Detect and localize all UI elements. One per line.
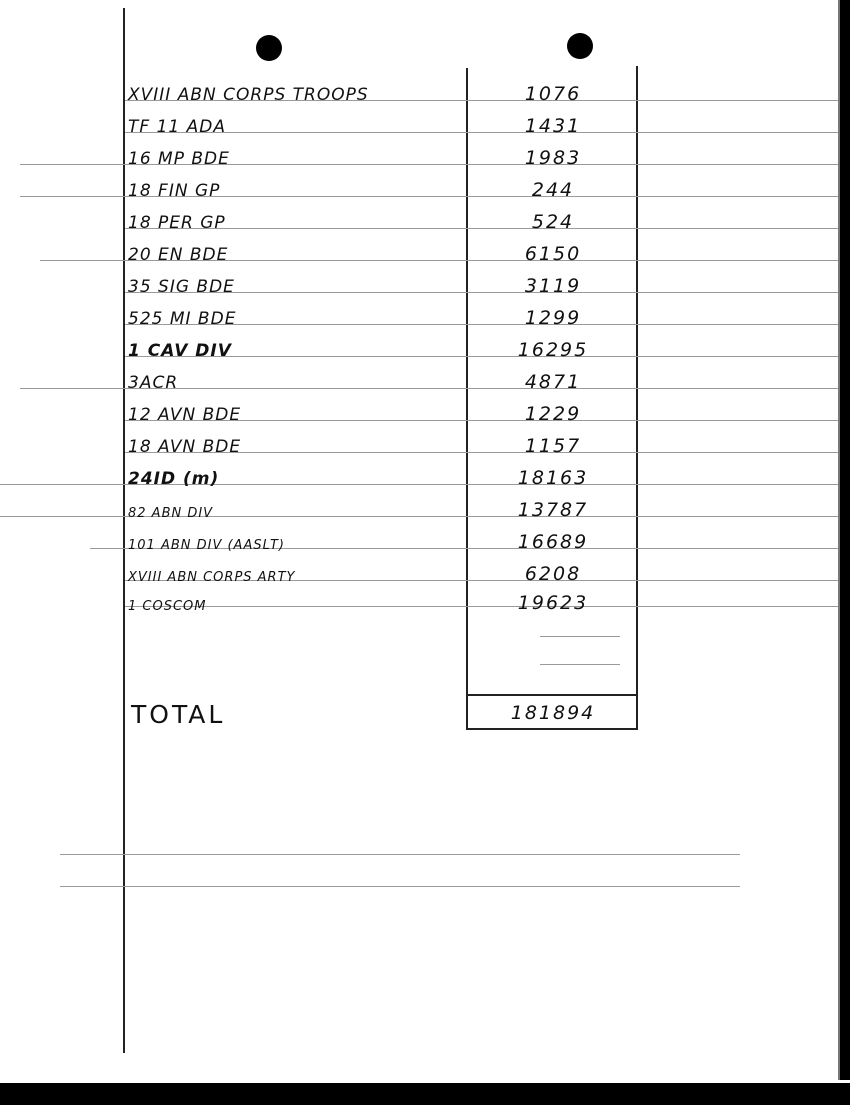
total-box-top-border: [466, 694, 638, 696]
unit-name: 18 AVN BDE: [128, 437, 242, 457]
table-row: [0, 559, 850, 589]
unit-name: 3ACR: [128, 373, 179, 393]
unit-name: XVIII ABN CORPS ARTY: [128, 570, 296, 585]
table-row: [0, 271, 850, 301]
total-box-bottom-border: [466, 728, 638, 730]
table-row: [0, 367, 850, 397]
personnel-count: 3119: [524, 275, 582, 297]
personnel-count: 4871: [524, 371, 582, 393]
personnel-count: 6150: [524, 243, 582, 265]
table-row: [0, 303, 850, 333]
table-row: [0, 111, 850, 141]
unit-name: XVIII ABN CORPS TROOPS: [128, 85, 369, 105]
personnel-count: 244: [531, 179, 575, 201]
personnel-count: 16689: [517, 531, 589, 553]
unit-name: 24ID (m): [128, 469, 220, 489]
table-row: [0, 588, 850, 618]
table-row: [0, 175, 850, 205]
table-row: [0, 463, 850, 493]
ruled-line: [540, 636, 620, 637]
personnel-count: 524: [531, 211, 575, 233]
personnel-count: 19623: [517, 592, 589, 614]
personnel-count: 16295: [517, 339, 589, 361]
personnel-count: 1431: [524, 115, 582, 137]
table-row: [0, 143, 850, 173]
unit-name: 20 EN BDE: [128, 245, 229, 265]
unit-name: 18 PER GP: [128, 213, 226, 233]
table-row: [0, 399, 850, 429]
total-label: TOTAL: [131, 700, 226, 729]
unit-name: 18 FIN GP: [128, 181, 221, 201]
scan-edge-bottom: [0, 1083, 850, 1105]
personnel-count: 1076: [524, 83, 582, 105]
total-value: 181894: [510, 702, 596, 724]
personnel-count: 18163: [517, 467, 589, 489]
table-row: [0, 79, 850, 109]
table-row: [0, 527, 850, 557]
unit-name: 82 ABN DIV: [128, 506, 214, 521]
unit-name: 1 COSCOM: [128, 599, 207, 614]
unit-name: 12 AVN BDE: [128, 405, 242, 425]
table-row: [0, 335, 850, 365]
table-row: [0, 495, 850, 525]
ruled-line: [60, 886, 740, 887]
ruled-line: [60, 854, 740, 855]
unit-name: TF 11 ADA: [128, 117, 226, 137]
binding-hole-left: [256, 35, 282, 61]
unit-name: 525 MI BDE: [128, 309, 237, 329]
unit-name: 1 CAV DIV: [128, 341, 232, 361]
unit-name: 35 SIG BDE: [128, 277, 235, 297]
ruled-line: [540, 664, 620, 665]
binding-hole-right: [567, 33, 593, 59]
table-row: [0, 431, 850, 461]
personnel-count: 1983: [524, 147, 582, 169]
scan-edge-right: [840, 0, 850, 1080]
unit-name: 16 MP BDE: [128, 149, 230, 169]
personnel-count: 1299: [524, 307, 582, 329]
table-row: [0, 239, 850, 269]
table-row: [0, 207, 850, 237]
personnel-count: 6208: [524, 563, 582, 585]
personnel-count: 1157: [524, 435, 582, 457]
personnel-count: 13787: [517, 499, 589, 521]
personnel-count: 1229: [524, 403, 582, 425]
unit-name: 101 ABN DIV (AASLT): [128, 538, 285, 553]
